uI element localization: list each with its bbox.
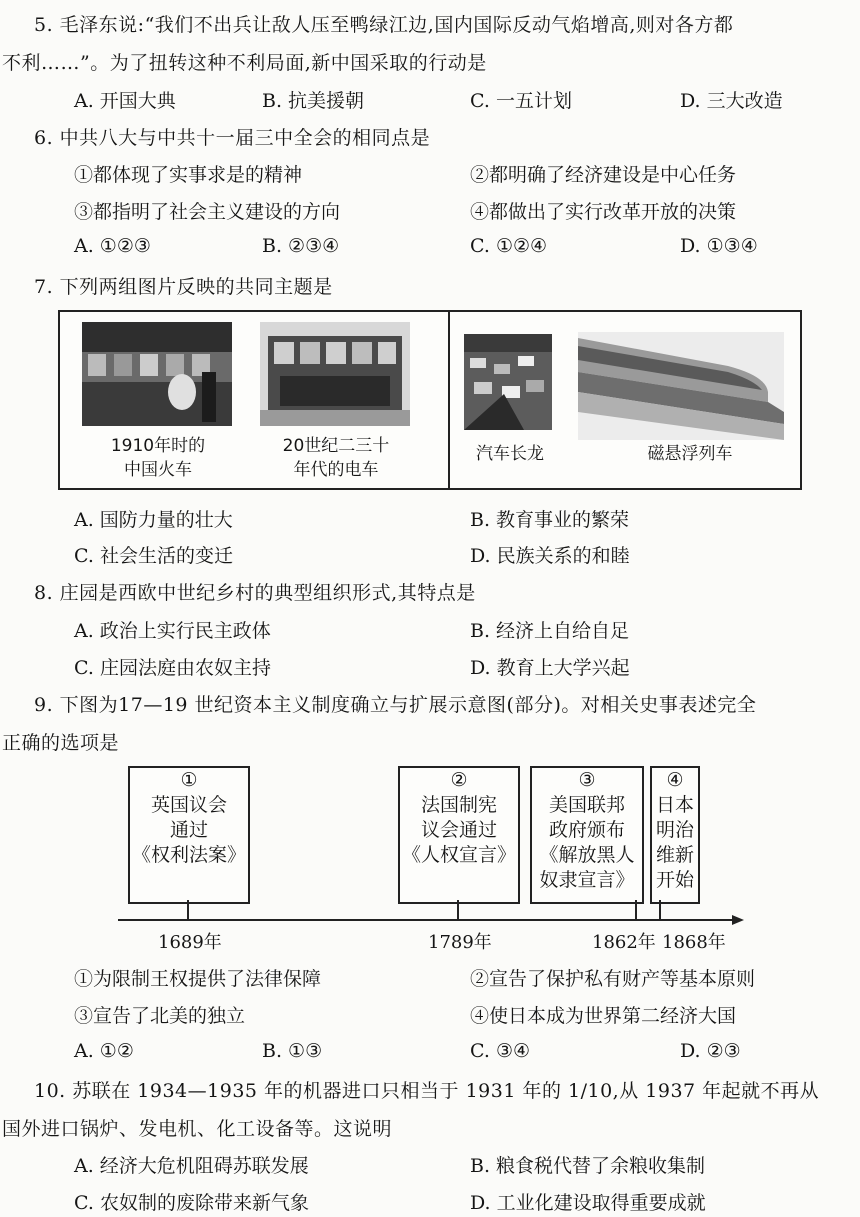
q8-option-c[interactable]: C. 庄园法庭由农奴主持 bbox=[74, 657, 271, 679]
q5-option-d[interactable]: D. 三大改造 bbox=[680, 90, 783, 112]
event-2-line2: 议会通过 bbox=[420, 819, 497, 841]
q5-option-b[interactable]: B. 抗美援朝 bbox=[262, 90, 365, 112]
event-3-line3: 《解放黑人 bbox=[539, 844, 635, 866]
q5-stem-line2: 不利……”。为了扭转这种不利局面,新中国采取的行动是 bbox=[2, 52, 487, 74]
photo-1910-train bbox=[82, 322, 232, 426]
q6-option-b[interactable]: B. ②③④ bbox=[262, 235, 340, 257]
q10-stem-line1: 10. 苏联在 1934—1935 年的机器进口只相当于 1931 年的 1/10,从 1937 年起就不再从 bbox=[34, 1080, 820, 1102]
q5-option-c[interactable]: C. 一五计划 bbox=[470, 90, 572, 112]
photo-1920s-tram bbox=[260, 322, 410, 426]
event-4-number: ④ bbox=[666, 769, 684, 791]
year-1862: 1862年 bbox=[592, 932, 656, 953]
event-3-number: ③ bbox=[578, 769, 596, 791]
event-1-number: ① bbox=[180, 769, 198, 791]
q8-option-b[interactable]: B. 经济上自给自足 bbox=[470, 620, 630, 642]
q9-option-d[interactable]: D. ②③ bbox=[680, 1040, 741, 1062]
q6-item-4: ④都做出了实行改革开放的决策 bbox=[470, 201, 737, 223]
q8-option-d[interactable]: D. 教育上大学兴起 bbox=[470, 657, 630, 679]
q5-stem-line1: 5. 毛泽东说:“我们不出兵让敌人压至鸭绿江边,国内国际反动气焰增高,则对各方都 bbox=[34, 14, 734, 36]
q9-stem-line2: 正确的选项是 bbox=[2, 732, 120, 754]
q6-item-1: ①都体现了实事求是的精神 bbox=[74, 164, 303, 186]
q7-option-c[interactable]: C. 社会生活的变迁 bbox=[74, 545, 233, 567]
event-4-line1: 日本 bbox=[655, 794, 694, 816]
q10-option-b[interactable]: B. 粮食税代替了余粮收集制 bbox=[470, 1155, 706, 1177]
q6-item-3: ③都指明了社会主义建设的方向 bbox=[74, 201, 341, 223]
q7-option-a[interactable]: A. 国防力量的壮大 bbox=[74, 509, 233, 531]
timeline-axis bbox=[0, 896, 860, 926]
q9-item-4: ④使日本成为世界第二经济大国 bbox=[470, 1005, 737, 1027]
photo-divider bbox=[448, 312, 450, 488]
timeline-event-2 bbox=[398, 766, 520, 904]
q9-option-b[interactable]: B. ①③ bbox=[262, 1040, 323, 1062]
q8-option-a[interactable]: A. 政治上实行民主政体 bbox=[74, 620, 271, 642]
caption-1910-train bbox=[94, 434, 222, 482]
q6-item-2: ②都明确了经济建设是中心任务 bbox=[470, 164, 737, 186]
q9-option-c[interactable]: C. ③④ bbox=[470, 1040, 531, 1062]
event-4-line4: 开始 bbox=[655, 869, 694, 891]
event-1-line3: 《权利法案》 bbox=[131, 844, 246, 866]
caption-1920s-tram-line1: 20世纪二三十 bbox=[282, 436, 390, 456]
q9-stem-line1: 9. 下图为17—19 世纪资本主义制度确立与扩展示意图(部分)。对相关史事表述完全 bbox=[34, 694, 757, 716]
q5-option-a[interactable]: A. 开国大典 bbox=[74, 90, 176, 112]
event-1-line1: 英国议会 bbox=[150, 794, 227, 816]
caption-1920s-tram bbox=[266, 434, 406, 482]
year-1689: 1689年 bbox=[158, 932, 222, 953]
year-1868: 1868年 bbox=[662, 932, 726, 953]
q7-photo-panel bbox=[58, 310, 802, 490]
q6-option-c[interactable]: C. ①②④ bbox=[470, 235, 548, 257]
event-1-line2: 通过 bbox=[169, 819, 208, 841]
q9-option-a[interactable]: A. ①② bbox=[74, 1040, 134, 1062]
year-1789: 1789年 bbox=[428, 932, 492, 953]
q9-item-3: ③宣告了北美的独立 bbox=[74, 1005, 246, 1027]
caption-1910-train-line1: 1910年时的 bbox=[110, 436, 206, 456]
q7-option-d[interactable]: D. 民族关系的和睦 bbox=[470, 545, 630, 567]
event-3-line2: 政府颁布 bbox=[548, 819, 625, 841]
q10-option-d[interactable]: D. 工业化建设取得重要成就 bbox=[470, 1192, 706, 1214]
q8-stem: 8. 庄园是西欧中世纪乡村的典型组织形式,其特点是 bbox=[34, 582, 476, 604]
q6-option-a[interactable]: A. ①②③ bbox=[74, 235, 151, 257]
q7-option-b[interactable]: B. 教育事业的繁荣 bbox=[470, 509, 630, 531]
event-4-line2: 明治 bbox=[655, 819, 694, 841]
event-4-line3: 维新 bbox=[655, 844, 694, 866]
caption-1910-train-line2: 中国火车 bbox=[124, 460, 192, 480]
q9-item-1: ①为限制王权提供了法律保障 bbox=[74, 968, 322, 990]
event-2-number: ② bbox=[450, 769, 468, 791]
q6-option-d[interactable]: D. ①③④ bbox=[680, 235, 758, 257]
caption-maglev: 磁悬浮列车 bbox=[647, 444, 733, 464]
timeline-event-4 bbox=[650, 766, 700, 904]
q10-stem-line2: 国外进口锅炉、发电机、化工设备等。这说明 bbox=[2, 1118, 393, 1140]
q7-stem: 7. 下列两组图片反映的共同主题是 bbox=[34, 276, 333, 298]
q10-option-a[interactable]: A. 经济大危机阻碍苏联发展 bbox=[74, 1155, 309, 1177]
photo-car-queue bbox=[464, 334, 552, 430]
event-2-line1: 法国制宪 bbox=[420, 794, 497, 816]
q6-stem: 6. 中共八大与中共十一届三中全会的相同点是 bbox=[34, 127, 431, 149]
caption-1920s-tram-line2: 年代的电车 bbox=[293, 460, 379, 480]
q10-option-c[interactable]: C. 农奴制的废除带来新气象 bbox=[74, 1192, 309, 1214]
timeline-event-1 bbox=[128, 766, 250, 904]
event-3-line1: 美国联邦 bbox=[548, 794, 625, 816]
q9-item-2: ②宣告了保护私有财产等基本原则 bbox=[470, 968, 756, 990]
event-2-line3: 《人权宣言》 bbox=[401, 844, 516, 866]
caption-car-queue: 汽车长龙 bbox=[476, 444, 544, 464]
photo-maglev-train bbox=[578, 332, 784, 440]
timeline-event-3 bbox=[530, 766, 644, 904]
event-3-line4: 奴隶宣言》 bbox=[539, 869, 635, 891]
